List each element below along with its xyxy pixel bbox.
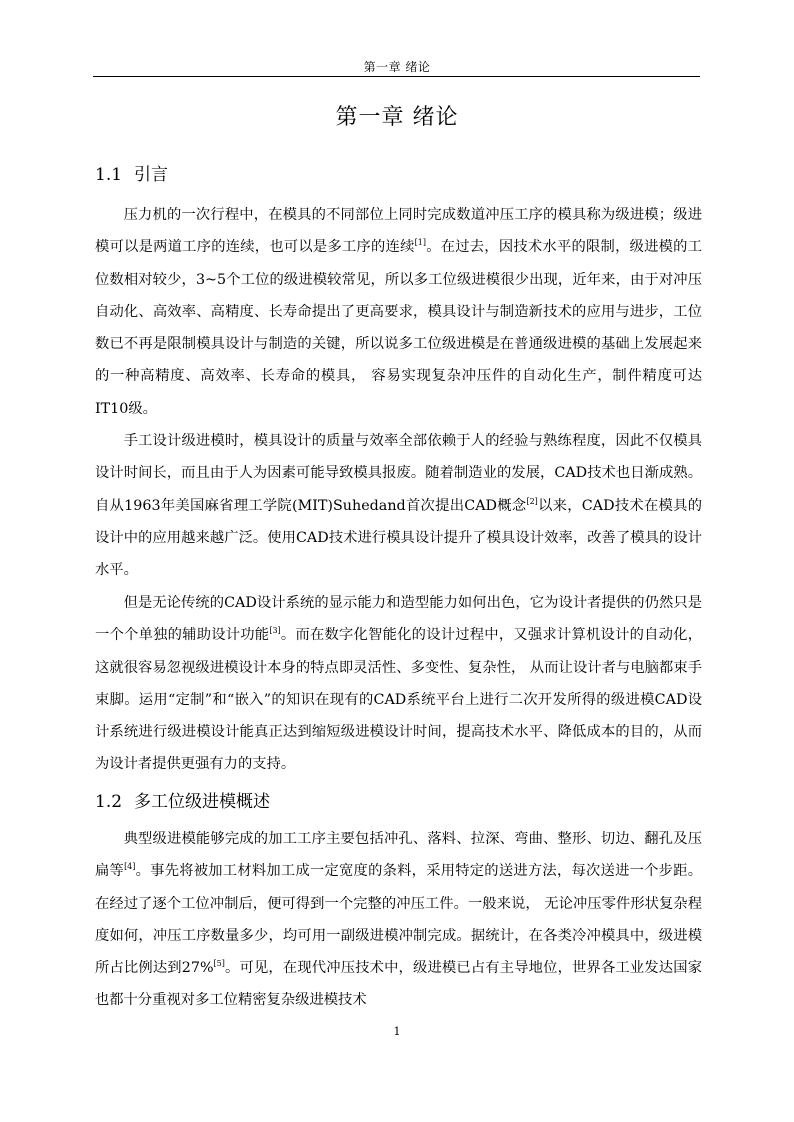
paragraph-intro-2 [95, 425, 702, 586]
text-segment: 压力机的一次行程中，在模具的不同部位上同时完成数道冲压工序的模具称为级进模；级进模可以是两道工序的连续，也可以是多工序的连续 [95, 207, 702, 256]
text-segment: 但是无论传统的CAD设计系统的显示能力和造型能力如何出色，它为设计者提供的仍然只是一个个单独的辅助设计功能 [95, 595, 702, 644]
section-title: 多工位级进模概述 [134, 792, 271, 812]
citation-ref: [1] [414, 238, 426, 248]
citation-ref: [2] [526, 496, 538, 506]
section-heading-1-1 [95, 160, 168, 185]
text-segment: 手工设计级进模时，模具设计的质量与效率全部依赖于人的经验与熟练程度，因此不仅模具设计时间长，而且由于人为因素可能导致模具报废。随着制造业的发展，CAD技术也日渐成熟。自从1963年美国麻省理工学院(MIT)Suhedand首次提出CAD概念 [95, 433, 702, 514]
section-heading-1-2 [95, 787, 270, 812]
chapter-title: 第一章 绪论 [335, 105, 459, 130]
paragraph-intro-3 [95, 587, 702, 781]
section-number: 1.2 [95, 792, 123, 812]
text-segment: 。而在数字化智能化的设计过程中，又强求计算机设计的自动化，这就很容易忽视级进模设计本身的特点即灵活性、多变性、复杂性， 从而让设计者与电脑都束手束脚。运用“定制”和“嵌入”的知识在现有的CAD系统平台上进行二次开发所得的级进模CAD设计系统进行级进模设计能真正达到缩短级进模设计时间，提高技术水平、降低成本的目的，从而为设计者提供更强有力的支持。 [95, 627, 703, 773]
text-segment: 。可见，在现代冲压技术中，级进模已占有主导地位，世界各工业发达国家也都十分重视对多工位精密复杂级进模技术 [95, 960, 702, 1009]
section-number: 1.1 [95, 165, 123, 185]
text-segment: 。在过去，因技术水平的限制，级进模的工位数相对较少，3~5个工位的级进模较常见，所以多工位级进模很少出现，近年来，由于对冲压自动化、高效率、高精度、长寿命提出了更高要求，模具设计与制造新技术的应用与进步，工位数已不再是限制模具设计与制造的关键，所以说多工位级进模是在普通级进模的基础上发展起来的一种高精度、高效率、长寿命的模具， 容易实现复杂冲压件的自动化生产，制件精度可达IT10级。 [95, 239, 703, 417]
running-header: 第一章 绪论 [363, 60, 431, 74]
section-title: 引言 [134, 165, 169, 185]
citation-ref: [5] [213, 959, 225, 969]
page-number: 1 [393, 1025, 401, 1038]
paragraph-intro-1 [95, 199, 702, 425]
header-divider [93, 76, 700, 77]
text-segment: 典型级进模能够完成的加工工序主要包括冲孔、落料、拉深、弯曲、整形、切边、翻孔及压扁等 [95, 831, 702, 880]
paragraph-overview-1 [95, 823, 702, 1017]
text-segment: 。事先将被加工材料加工成一定宽度的条料，采用特定的送进方法，每次送进一个步距。在经过了逐个工位冲制后，便可得到一个完整的冲压工件。一般来说， 无论冲压零件形状复杂程度如何，冲压工序数量多少，均可用一副级进模冲制完成。据统计，在各类冷冲模具中，级进模所占比例达到27% [95, 863, 703, 977]
citation-ref: [4] [124, 862, 136, 872]
citation-ref: [3] [269, 626, 281, 636]
text-segment: 以来，CAD技术在模具的设计中的应用越来越广泛。使用CAD技术进行模具设计提升了模具设计效率，改善了模具的设计水平。 [95, 497, 702, 579]
